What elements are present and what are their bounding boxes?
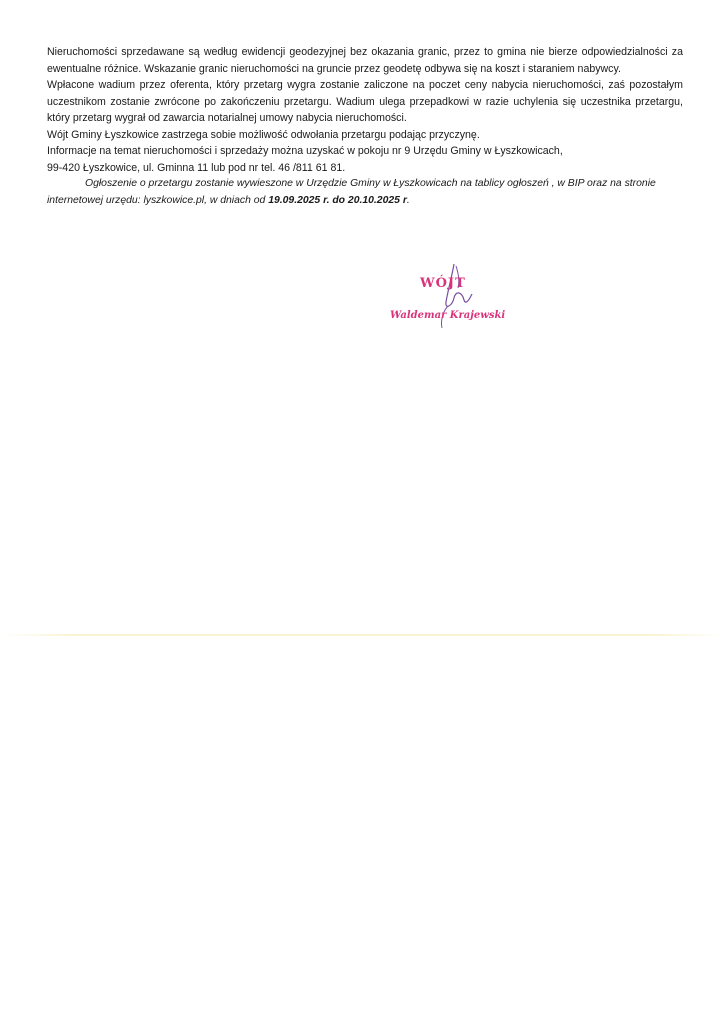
scan-artifact-line bbox=[0, 634, 724, 636]
paragraph-deposit: Wpłacone wadium przez oferenta, który przetarg wygra zostanie zaliczone na poczet ceny nabycia nieruchomości, zaś pozostałym uczestnikom zostanie zwrócone po zakończeniu przetargu. Wadium ulega przepadkowi w razie uchylenia się uczestnika przetargu, który przetarg wygrał od zawarcia notarialnej umowy nabycia nieruchomości. bbox=[47, 79, 683, 124]
notice-date-to: 20.10.2025 r bbox=[347, 194, 407, 206]
notice-end: . bbox=[406, 194, 410, 206]
signature-name: Waldemar Krajewski bbox=[390, 310, 506, 321]
paragraph-information: Informacje na temat nieruchomości i sprzedaży można uzyskać w pokoju nr 9 Urzędu Gminy w Łyszkowicach, bbox=[47, 145, 563, 157]
handwritten-signature-icon bbox=[382, 262, 522, 334]
signature-title: WÓJT bbox=[420, 276, 466, 291]
paragraph-cancellation: Wójt Gminy Łyszkowice zastrzega sobie możliwość odwołania przetargu podając przyczynę. bbox=[47, 128, 480, 141]
notice-text: Ogłoszenie o przetargu zostanie wywieszone w Urzędzie Gminy w Łyszkowicach na tablicy ogłoszeń , w BIP oraz na stronie internetowej urzędu: lyszkowice.pl, w dniach od bbox=[47, 178, 656, 206]
document-body bbox=[47, 44, 683, 209]
paragraph-boundaries: Nieruchomości sprzedawane są według ewidencji geodezyjnej bez okazania granic, przez to gmina nie bierze odpowiedzialności za ewentualne różnice. Wskazanie granic nieruchomości na gruncie przez geodetę odbywa się na koszt i staraniem nabywcy. bbox=[47, 46, 683, 75]
notice-date-separator: do bbox=[329, 194, 348, 206]
publication-notice bbox=[47, 176, 683, 209]
paragraph-address: 99-420 Łyszkowice, ul. Gminna 11 lub pod nr tel. 46 /811 61 81. bbox=[47, 161, 346, 174]
signature-stamp bbox=[382, 262, 522, 334]
notice-date-from: 19.09.2025 r. bbox=[268, 194, 330, 206]
